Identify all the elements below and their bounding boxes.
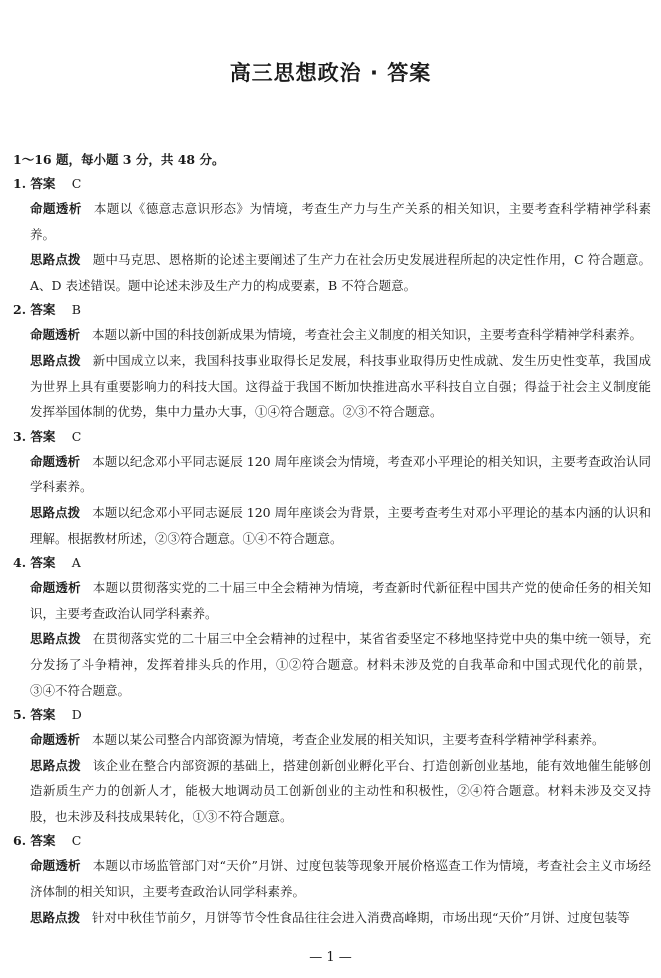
answer-value: B — [71, 302, 81, 318]
analysis-label: 命题透析 — [30, 580, 81, 596]
hint-text: 新中国成立以来，我国科技事业取得长足发展，科技事业取得历史性成就、发生历史性变革，我国成为世界上具有重要影响力的科技大国。这得益于我国不断加快推进高水平科技自立自强；得益于社会主义制度能发挥举国体制的优势，集中力量办大事，①④符合题意。②③不符合题意。 — [30, 352, 651, 420]
hint-paragraph — [13, 626, 651, 703]
analysis-text: 本题以纪念邓小平同志诞辰 120 周年座谈会为情境，考查邓小平理论的相关知识，主要考查政治认同学科素养。 — [30, 453, 651, 495]
analysis-text: 本题以某公司整合内部资源为情境，考查企业发展的相关知识，主要考查科学精神学科素养。 — [92, 732, 605, 748]
analysis-text: 本题以市场监管部门对“天价”月饼、过度包装等现象开展价格巡查工作为情境，考查社会主义市场经济体制的相关知识，主要考查政治认同学科素养。 — [30, 858, 651, 900]
question-header — [13, 829, 651, 853]
answer-label: 答案 — [30, 707, 56, 723]
question-block — [13, 829, 651, 930]
page-title: 高三思想政治 · 答案 — [229, 61, 432, 85]
hint-text: 在贯彻落实党的二十届三中全会精神的过程中，某省省委坚定不移地坚持党中央的集中统一领导，充分发扬了斗争精神，发挥着排头兵的作用，①②符合题意。材料未涉及党的自我革命和中国式现代化的前景，③④不符合题意。 — [30, 631, 651, 698]
analysis-label: 命题透析 — [30, 858, 81, 874]
hint-label: 思路点拨 — [30, 631, 81, 647]
hint-paragraph — [13, 753, 651, 830]
answer-label: 答案 — [30, 302, 56, 318]
question-number: 5. — [13, 707, 27, 723]
hint-label: 思路点拨 — [30, 504, 81, 520]
analysis-label: 命题透析 — [30, 327, 81, 343]
analysis-label: 命题透析 — [30, 201, 82, 216]
hint-label: 思路点拨 — [30, 909, 81, 925]
question-number: 4. — [13, 555, 27, 571]
question-number: 3. — [13, 428, 27, 444]
hint-label: 思路点拨 — [30, 352, 81, 368]
analysis-paragraph — [13, 853, 651, 904]
question-header — [13, 703, 651, 727]
hint-paragraph — [13, 247, 651, 298]
hint-paragraph — [13, 905, 651, 931]
question-block — [13, 703, 651, 829]
question-header — [13, 551, 651, 575]
analysis-label: 命题透析 — [30, 453, 81, 469]
answer-value: C — [71, 428, 82, 444]
hint-paragraph — [13, 500, 651, 551]
answer-label: 答案 — [30, 428, 56, 444]
analysis-text: 本题以新中国的科技创新成果为情境，考查社会主义制度的相关知识，主要考查科学精神学科素养。 — [92, 327, 643, 343]
analysis-paragraph — [13, 727, 651, 753]
question-block — [13, 172, 651, 298]
question-number: 2. — [13, 302, 27, 318]
hint-label: 思路点拨 — [30, 252, 81, 268]
hint-text: 题中马克思、恩格斯的论述主要阐述了生产力在社会历史发展进程所起的决定性作用，C 符合题意。A、D 表述错误。题中论述未涉及生产力的构成要素，B 不符合题意。 — [30, 252, 651, 293]
question-block — [13, 298, 651, 424]
answer-label: 答案 — [30, 555, 56, 571]
question-number: 6. — [13, 833, 27, 849]
hint-text: 针对中秋佳节前夕，月饼等节令性食品往往会进入消费高峰期，市场出现“天价”月饼、过度包装等 — [92, 909, 630, 925]
hint-label: 思路点拨 — [30, 757, 81, 773]
hint-text: 该企业在整合内部资源的基础上，搭建创新创业孵化平台、打造创新创业基地，能有效地催生能够创造新质生产力的创新人才，能极大地调动员工创新创业的主动性和积极性，②④符合题意。材料未涉及交叉持股，也未涉及科技成果转化，①③不符合题意。 — [30, 757, 651, 824]
question-header — [13, 172, 651, 196]
hint-text: 本题以纪念邓小平同志诞辰 120 周年座谈会为背景，主要考查考生对邓小平理论的基本内涵的认识和理解。根据教材所述，②③符合题意。①④不符合题意。 — [30, 504, 651, 546]
analysis-label: 命题透析 — [30, 732, 81, 748]
analysis-paragraph — [13, 322, 651, 348]
answer-value: C — [71, 176, 82, 191]
answer-label: 答案 — [30, 833, 56, 849]
analysis-paragraph — [13, 449, 651, 500]
answer-list — [13, 172, 651, 930]
answer-label: 答案 — [30, 176, 56, 191]
page-number: — 1 — — [309, 950, 352, 965]
hint-paragraph — [13, 348, 651, 425]
question-block — [13, 551, 651, 703]
analysis-text: 本题以贯彻落实党的二十届三中全会精神为情境，考查新时代新征程中国共产党的使命任务的相关知识，主要考查政治认同学科素养。 — [30, 580, 651, 621]
question-header — [13, 425, 651, 449]
answer-value: A — [71, 555, 81, 571]
analysis-text: 本题以《德意志意识形态》为情境，考查生产力与生产关系的相关知识，主要考查科学精神学科素养。 — [30, 201, 651, 242]
section-intro: 1～16 题，每小题 3 分，共 48 分。 — [13, 152, 225, 167]
analysis-paragraph — [13, 196, 651, 247]
question-header — [13, 298, 651, 322]
question-number: 1. — [13, 176, 27, 191]
question-block — [13, 425, 651, 551]
answer-value: C — [71, 833, 82, 849]
analysis-paragraph — [13, 575, 651, 626]
answer-value: D — [71, 707, 82, 723]
